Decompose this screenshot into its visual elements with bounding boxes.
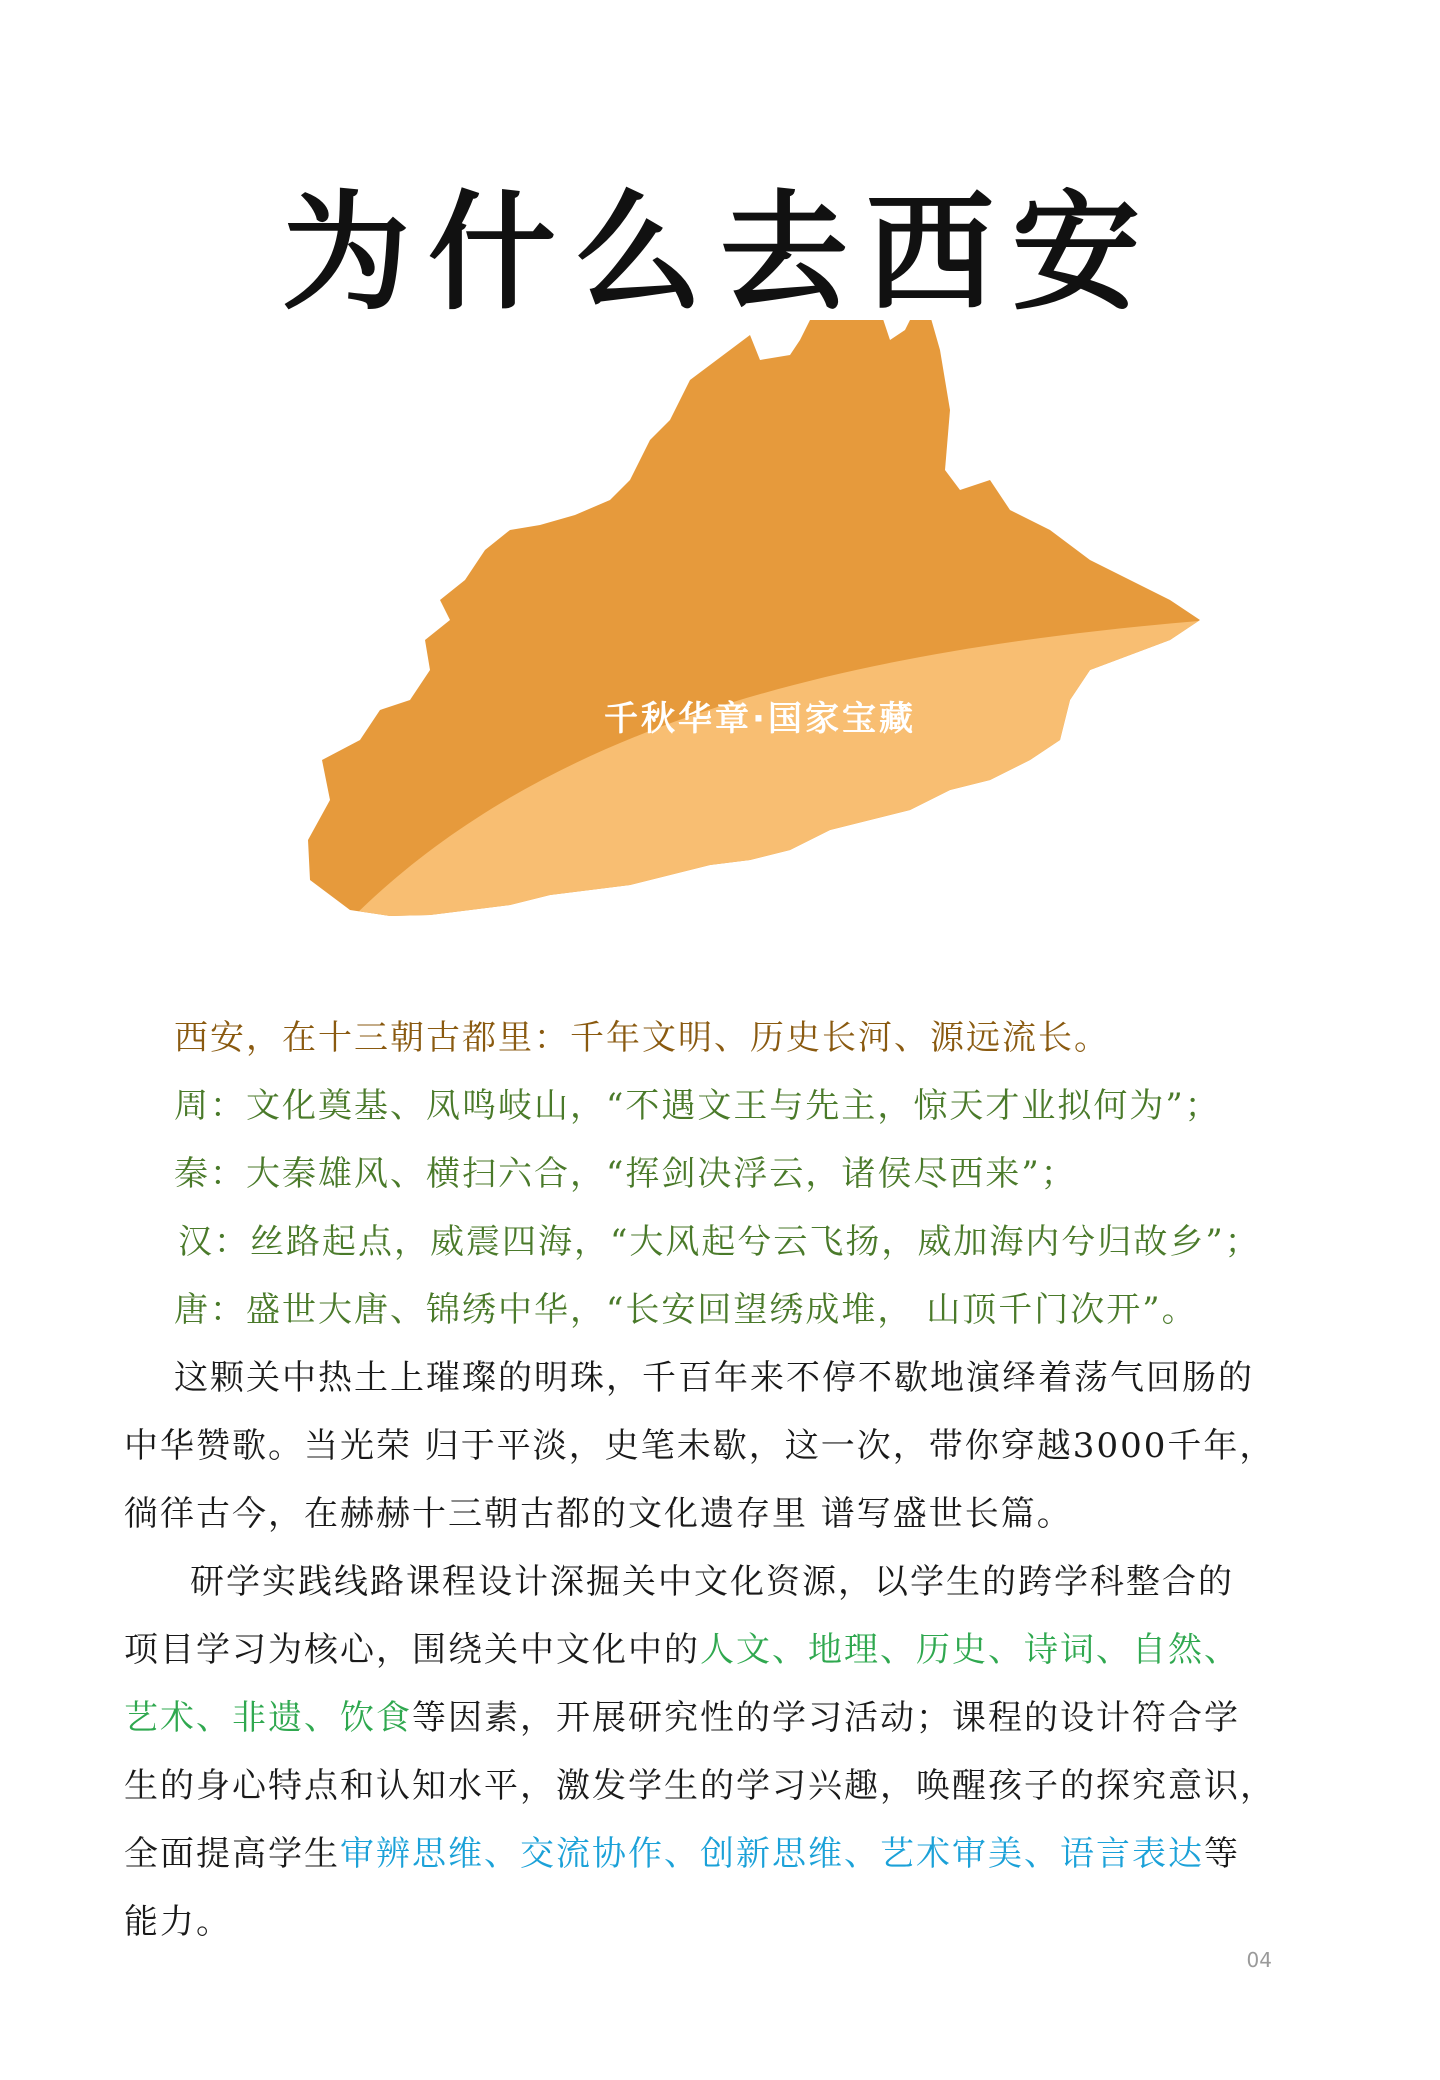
para1-line1: 这颗关中热土上璀璨的明珠，千百年来不停不歇地演绎着荡气回肠的 [174,1358,1254,1398]
verse-han: 汉：丝路起点，威震四海，“大风起兮云飞扬，威加海内兮归故乡”； [178,1222,1261,1262]
para2-line6: 能力。 [124,1902,232,1942]
para1-line2: 中华赞歌。当光荣 归于平淡，史笔未歇，这一次，带你穿越3000千年， [124,1426,1276,1466]
para2-line4: 生的身心特点和认知水平，激发学生的学习兴趣，唤醒孩子的探究意识， [124,1766,1276,1806]
para2-line5-suffix: 等 [1204,1834,1240,1874]
shaanxi-map-graphic [290,320,1210,920]
para1-line3: 徜徉古今，在赫赫十三朝古都的文化遗存里 谱写盛世长篇。 [124,1494,1073,1534]
para2-line2-prefix: 项目学习为核心，围绕关中文化中的 [124,1630,700,1670]
page-number: 04 [1246,1948,1272,1972]
verse-tang: 唐：盛世大唐、锦绣中华，“长安回望绣成堆， 山顶千门次开”。 [174,1290,1198,1330]
verse-qin: 秦：大秦雄风、横扫六合，“挥剑决浮云，诸侯尽西来”； [174,1154,1077,1194]
para2-line3-suffix: 等因素，开展研究性的学习活动；课程的设计符合学 [412,1698,1240,1738]
para2-line3 [124,1690,1240,1739]
verse-zhou: 周：文化奠基、凤鸣岐山，“不遇文王与先主，惊天才业拟何为”； [174,1086,1221,1126]
verse-intro: 西安，在十三朝古都里：千年文明、历史长河、源远流长。 [174,1018,1110,1058]
para2-line2 [124,1622,1240,1671]
para2-line1: 研学实践线路课程设计深掘关中文化资源，以学生的跨学科整合的 [190,1562,1234,1602]
para2-line2-highlight: 人文、地理、历史、诗词、自然、 [700,1630,1240,1670]
para2-line3-highlight: 艺术、非遗、饮食 [124,1698,412,1738]
para2-line5 [124,1826,1240,1875]
map-caption: 千秋华章·国家宝藏 [604,699,916,739]
para2-line5-highlight: 审辨思维、交流协作、创新思维、艺术审美、语言表达 [340,1834,1204,1874]
para2-line5-prefix: 全面提高学生 [124,1834,340,1874]
page-title: 为什么去西安 [281,179,1158,328]
